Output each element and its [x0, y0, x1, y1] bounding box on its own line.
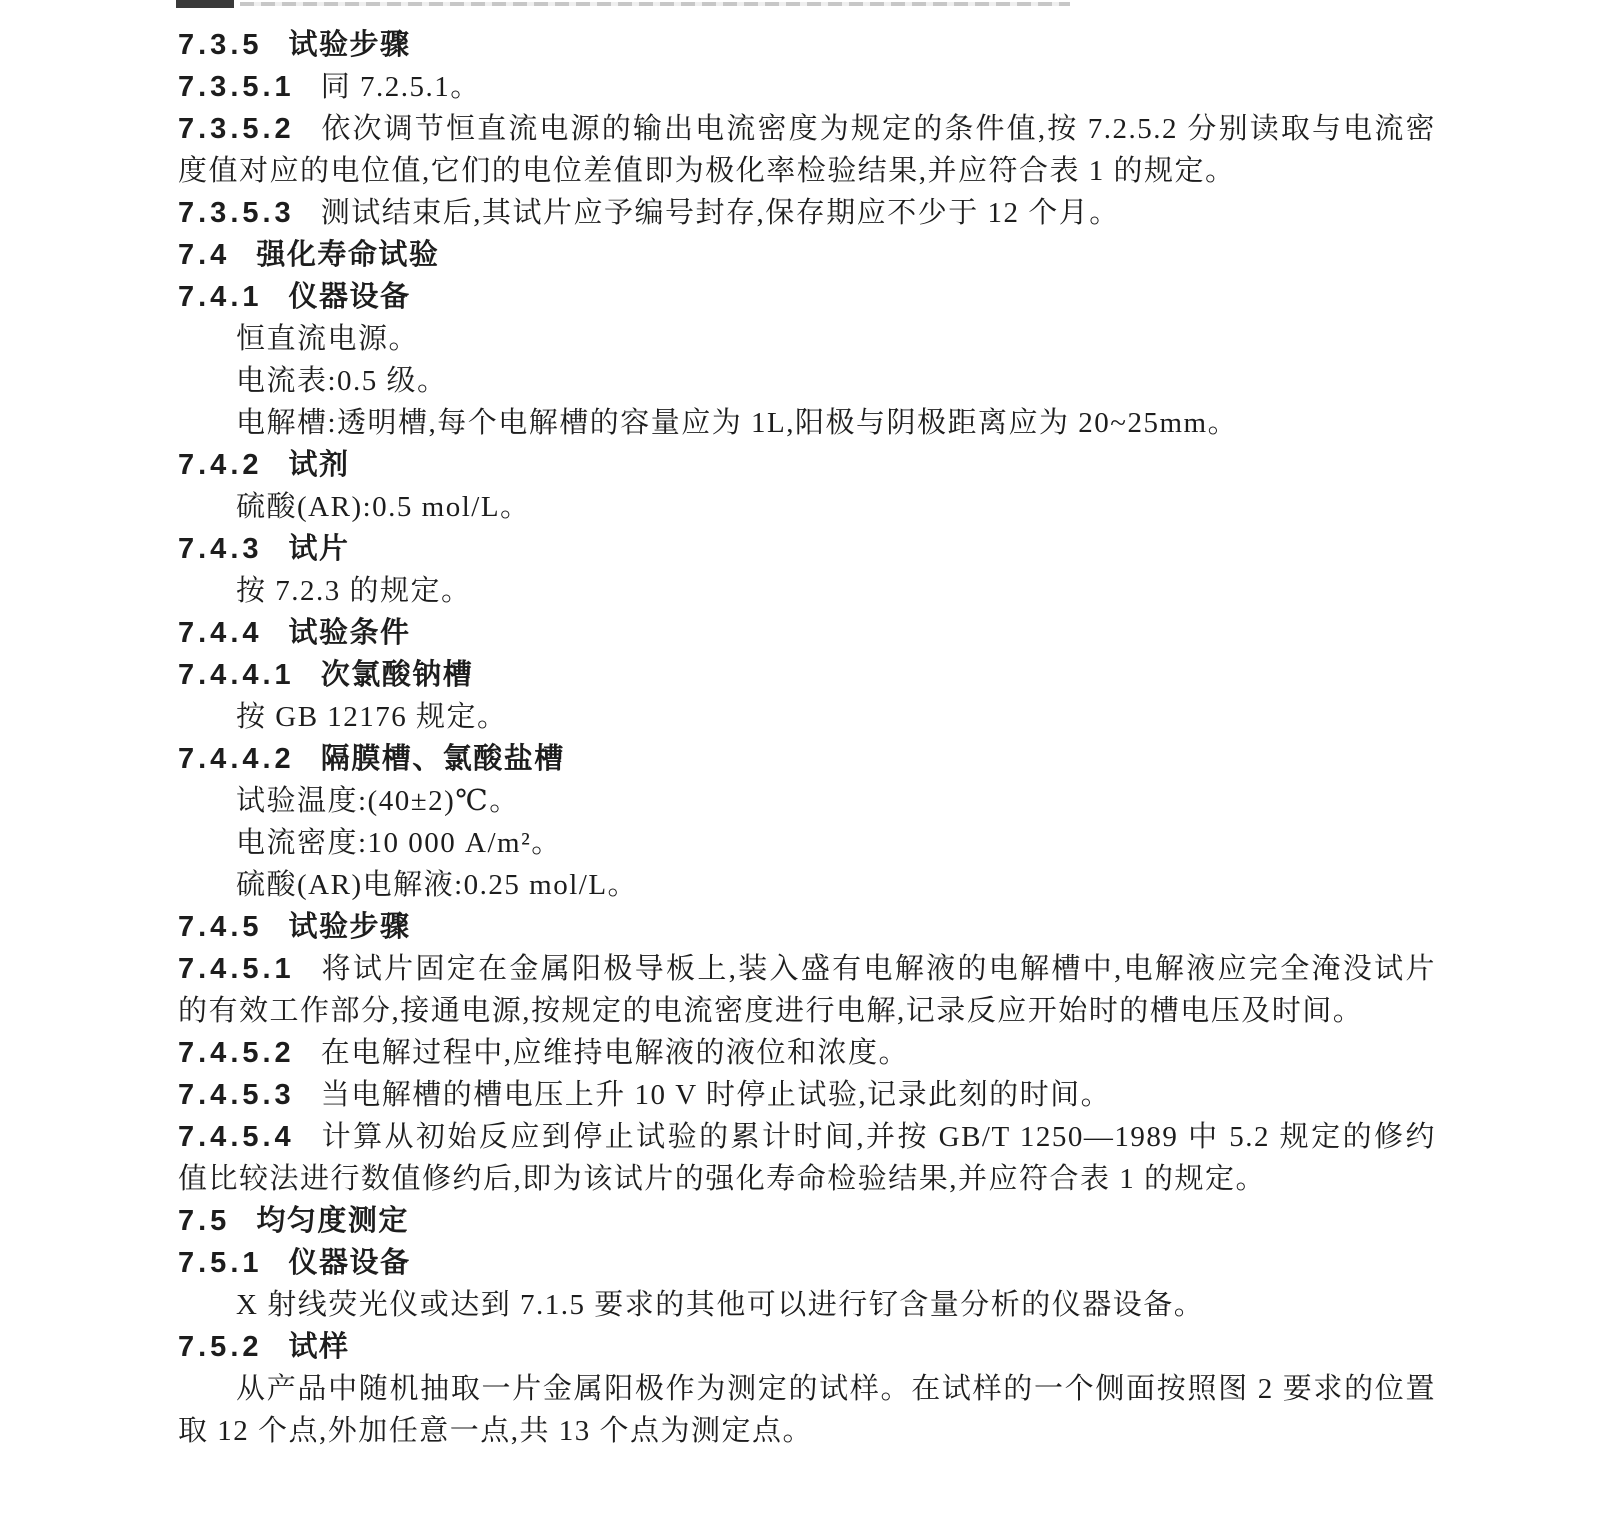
- paragraph: [178, 192, 1436, 234]
- clause-number: 7.4.5.1: [178, 953, 295, 985]
- section-heading: [178, 906, 1436, 948]
- paragraph: [178, 780, 1436, 822]
- section-title: 试样: [288, 1331, 350, 1363]
- section-heading: [178, 276, 1436, 318]
- paragraph: [178, 108, 1436, 192]
- section-title: 试片: [288, 533, 350, 565]
- paragraph: [178, 1368, 1436, 1452]
- clause-number: 7.3.5: [178, 29, 263, 61]
- paragraph-text: 测试结束后,其试片应予编号封存,保存期应不少于 12 个月。: [320, 197, 1120, 229]
- paragraph: [178, 360, 1436, 402]
- section-title: 仪器设备: [288, 1247, 411, 1279]
- section-title: 均匀度测定: [256, 1205, 409, 1237]
- section-title: 隔膜槽、氯酸盐槽: [320, 743, 565, 775]
- paragraph: [178, 318, 1436, 360]
- section-heading: [178, 234, 1436, 276]
- clause-number: 7.5.2: [178, 1331, 263, 1363]
- clause-number: 7.4.5.4: [178, 1121, 295, 1153]
- clause-number: 7.3.5.1: [178, 71, 295, 103]
- paragraph-text: 硫酸(AR):0.5 mol/L。: [236, 491, 531, 523]
- paragraph: [178, 1116, 1436, 1200]
- clause-number: 7.4.5.2: [178, 1037, 295, 1069]
- paragraph: [178, 864, 1436, 906]
- section-heading: [178, 1326, 1436, 1368]
- paragraph: [178, 66, 1436, 108]
- clause-number: 7.4.5: [178, 911, 263, 943]
- paragraph: [178, 402, 1436, 444]
- clause-number: 7.3.5.3: [178, 197, 295, 229]
- paragraph: [178, 486, 1436, 528]
- paragraph-text: 计算从初始反应到停止试验的累计时间,并按 GB/T 1250—1989 中 5.2 规定的修约值比较法进行数值修约后,即为该试片的强化寿命检验结果,并应符合表 1 的规定。: [178, 1121, 1436, 1195]
- paragraph-text: 恒直流电源。: [236, 323, 420, 355]
- clause-number: 7.5: [178, 1205, 231, 1237]
- clause-number: 7.4.4: [178, 617, 263, 649]
- paragraph: [178, 1284, 1436, 1326]
- section-heading: [178, 1242, 1436, 1284]
- section-title: 试验条件: [288, 617, 411, 649]
- paragraph-text: 按 GB 12176 规定。: [236, 701, 508, 733]
- clause-number: 7.4.1: [178, 281, 263, 313]
- paragraph-text: 试验温度:(40±2)℃。: [236, 785, 520, 817]
- clause-number: 7.4.2: [178, 449, 263, 481]
- paragraph-text: 按 7.2.3 的规定。: [236, 575, 472, 607]
- section-heading: [178, 444, 1436, 486]
- section-title: 试验步骤: [288, 911, 411, 943]
- standard-text-body: [178, 24, 1436, 1452]
- paragraph-text: X 射线荧光仪或达到 7.1.5 要求的其他可以进行钌含量分析的仪器设备。: [236, 1289, 1205, 1321]
- paragraph: [178, 822, 1436, 864]
- section-heading: [178, 24, 1436, 66]
- paragraph: [178, 570, 1436, 612]
- clause-number: 7.4.5.3: [178, 1079, 295, 1111]
- clause-number: 7.3.5.2: [178, 113, 295, 145]
- paragraph-text: 电流表:0.5 级。: [236, 365, 448, 397]
- paragraph-text: 当电解槽的槽电压上升 10 V 时停止试验,记录此刻的时间。: [320, 1079, 1112, 1111]
- clause-number: 7.4.3: [178, 533, 263, 565]
- paragraph-text: 电解槽:透明槽,每个电解槽的容量应为 1L,阳极与阴极距离应为 20~25mm。: [236, 407, 1239, 439]
- paragraph-text: 在电解过程中,应维持电解液的液位和浓度。: [320, 1037, 909, 1069]
- section-heading: [178, 654, 1436, 696]
- paragraph-text: 将试片固定在金属阳极导板上,装入盛有电解液的电解槽中,电解液应完全淹没试片的有效工作部分,接通电源,按规定的电流密度进行电解,记录反应开始时的槽电压及时间。: [178, 953, 1436, 1027]
- paragraph-text: 从产品中随机抽取一片金属阳极作为测定的试样。在试样的一个侧面按照图 2 要求的位置取 12 个点,外加任意一点,共 13 个点为测定点。: [178, 1373, 1436, 1447]
- paragraph-text: 依次调节恒直流电源的输出电流密度为规定的条件值,按 7.2.5.2 分别读取与电流密度值对应的电位值,它们的电位差值即为极化率检验结果,并应符合表 1 的规定。: [178, 113, 1436, 187]
- paragraph: [178, 696, 1436, 738]
- paragraph: [178, 948, 1436, 1032]
- cropped-text-dark-fragment: [176, 0, 234, 8]
- paragraph: [178, 1032, 1436, 1074]
- section-title: 试剂: [288, 449, 350, 481]
- clause-number: 7.4.4.2: [178, 743, 295, 775]
- paragraph-text: 硫酸(AR)电解液:0.25 mol/L。: [236, 869, 639, 901]
- section-title: 试验步骤: [288, 29, 411, 61]
- section-heading: [178, 612, 1436, 654]
- clause-number: 7.5.1: [178, 1247, 263, 1279]
- paragraph-text: 同 7.2.5.1。: [320, 71, 481, 103]
- clause-number: 7.4.4.1: [178, 659, 295, 691]
- cropped-text-faint-fragment: [240, 2, 1070, 6]
- section-title: 次氯酸钠槽: [320, 659, 474, 691]
- section-heading: [178, 738, 1436, 780]
- section-title: 仪器设备: [288, 281, 411, 313]
- paragraph-text: 电流密度:10 000 A/m²。: [236, 827, 562, 859]
- section-heading: [178, 528, 1436, 570]
- section-heading: [178, 1200, 1436, 1242]
- clause-number: 7.4: [178, 239, 231, 271]
- paragraph: [178, 1074, 1436, 1116]
- section-title: 强化寿命试验: [256, 239, 440, 271]
